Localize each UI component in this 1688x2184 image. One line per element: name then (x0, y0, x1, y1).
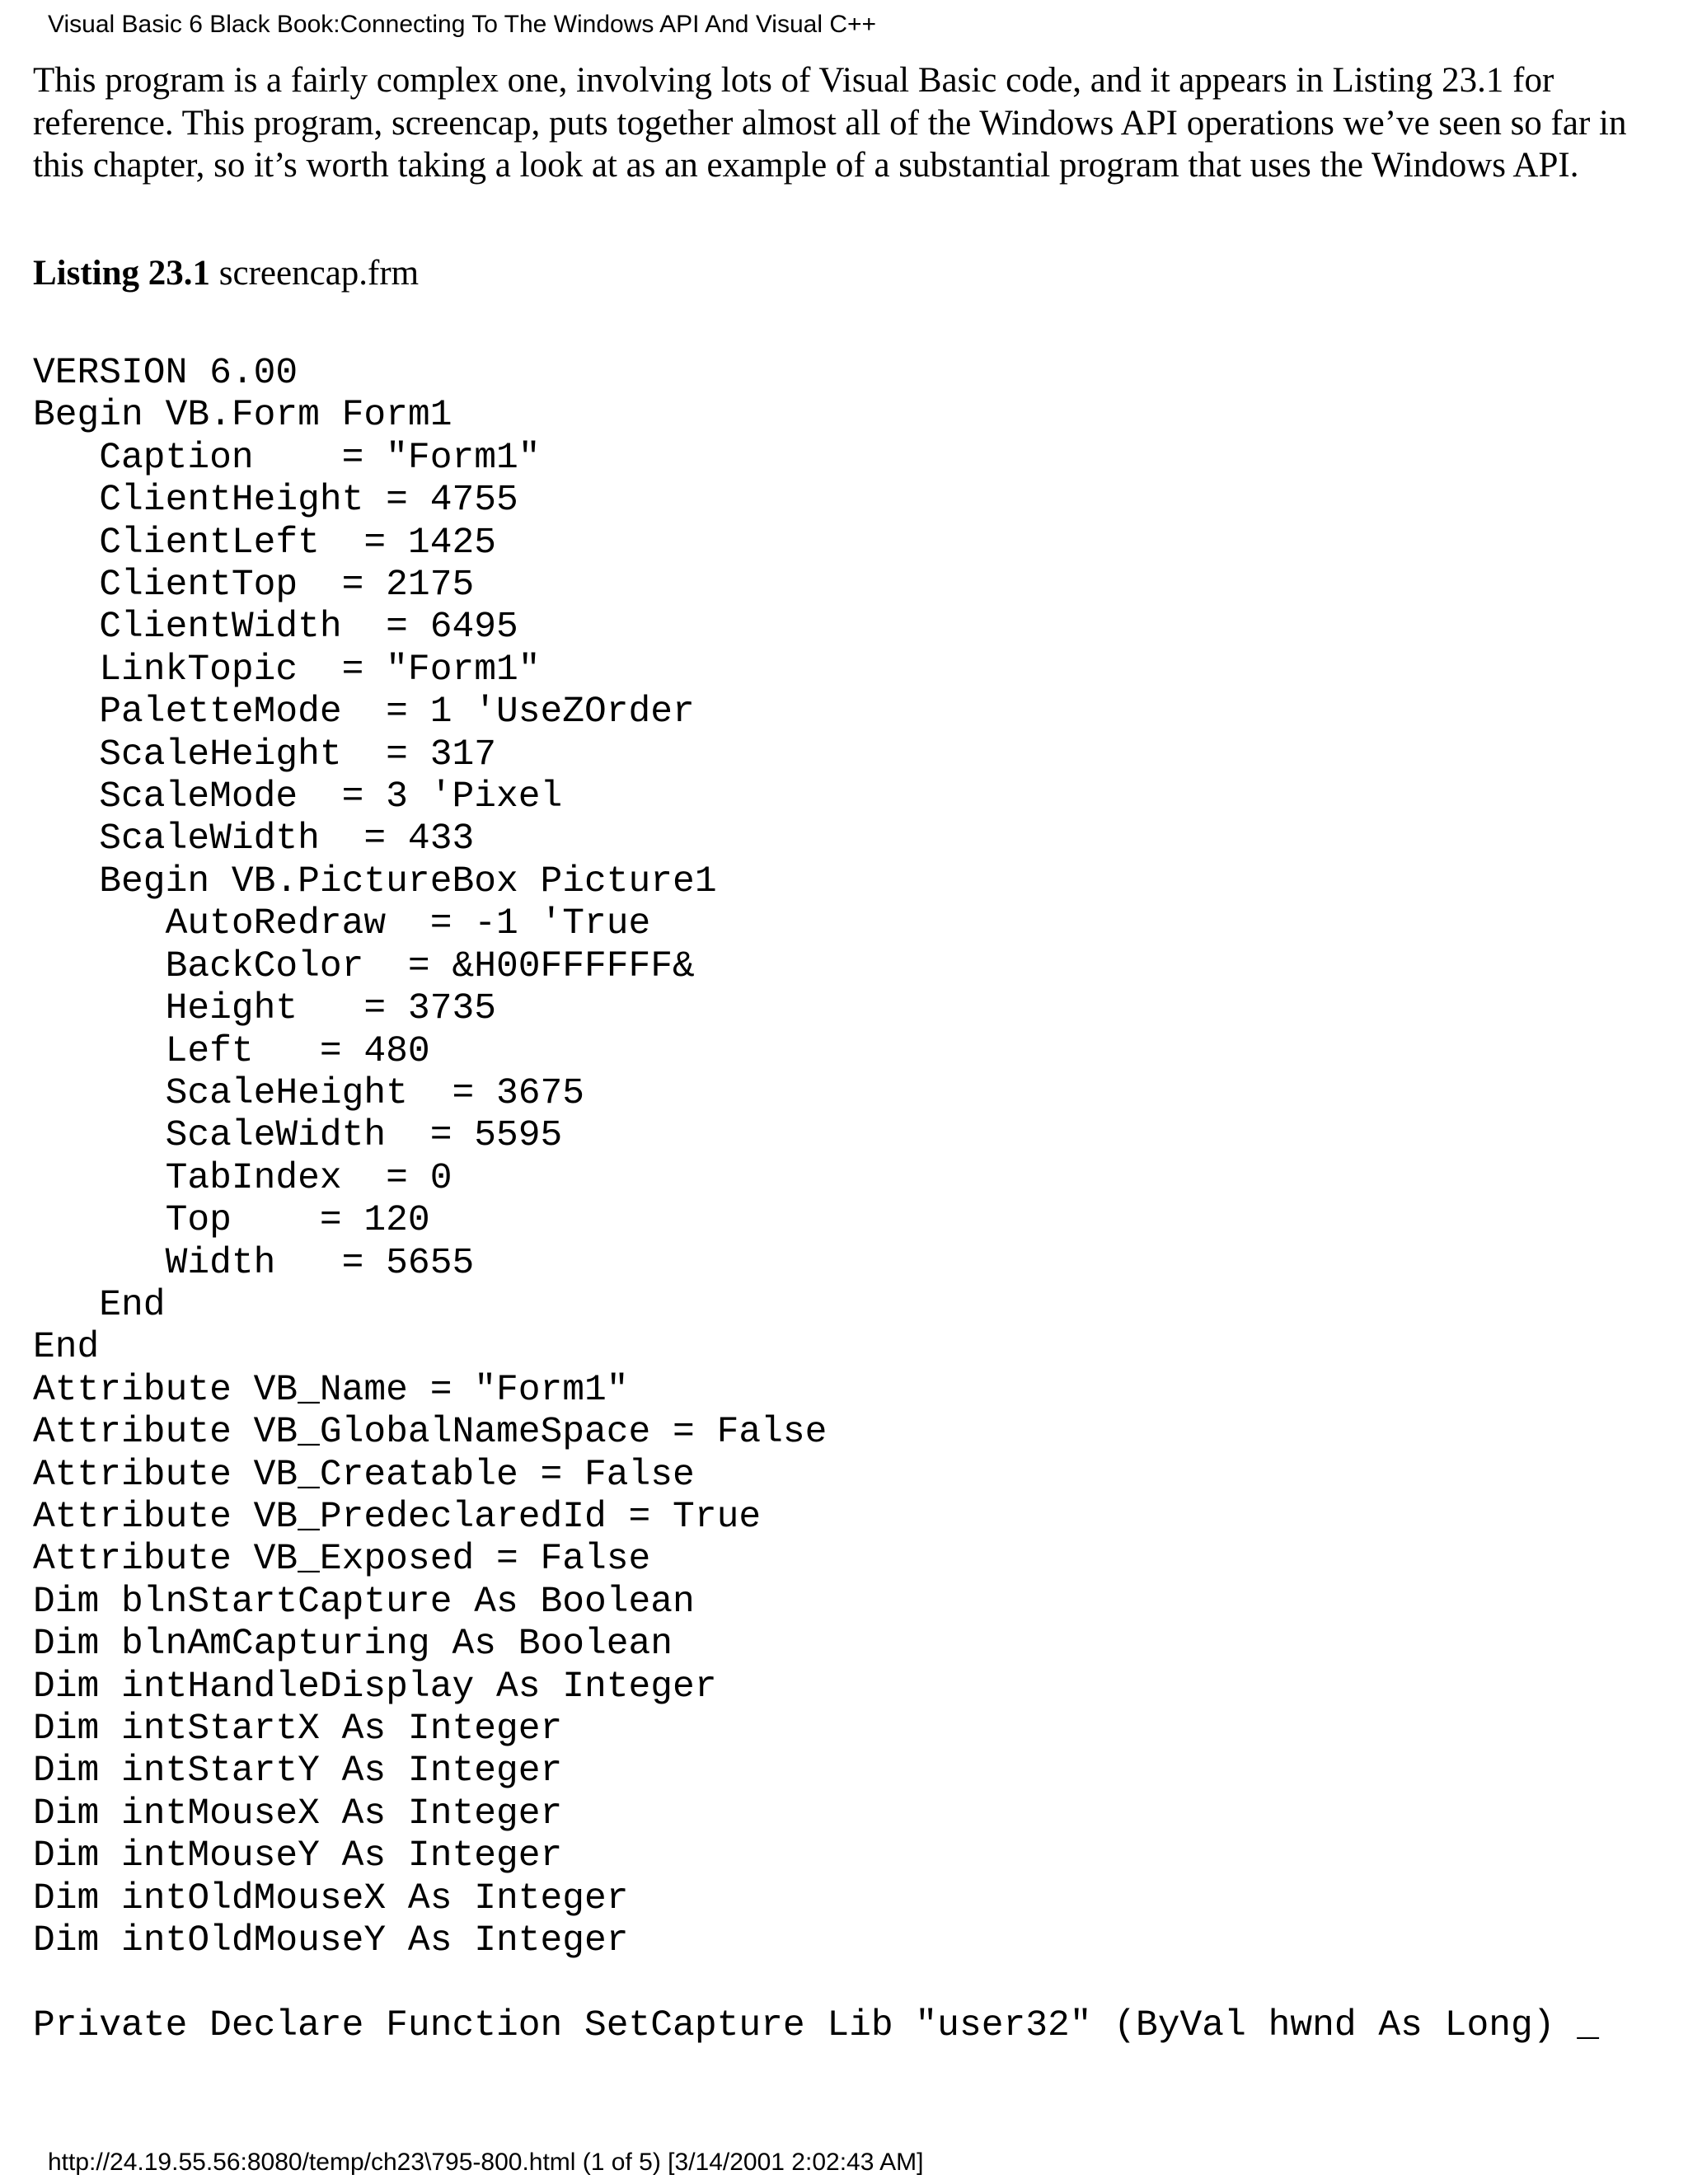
code-line: End (33, 1327, 100, 1369)
code-line: Begin VB.Form Form1 (33, 395, 452, 437)
listing-filename: screencap.frm (210, 254, 420, 293)
intro-paragraph: This program is a fairly complex one, involving lots of Visual Basic code, and it appears in Listing 23.1 for reference. This program, screencap, puts together almost all of the Windows API operations we’ve seen so far in this chapter, so it’s worth taking a look at as an example of a substantial program that uses the Windows API. (33, 61, 1627, 185)
code-line: BackColor = &H00FFFFFF& (33, 945, 695, 987)
code-line: Dim intOldMouseX As Integer (33, 1877, 629, 1919)
code-line: AutoRedraw = -1 'True (33, 903, 651, 945)
page-footer-url: http://24.19.55.56:8080/temp/ch23\795-800.html (1 of 5) [3/14/2001 2:02:43 AM] (48, 2149, 924, 2176)
code-line: Dim blnAmCapturing As Boolean (33, 1624, 673, 1666)
code-line: ClientWidth = 6495 (33, 607, 518, 649)
code-line: ScaleHeight = 317 (33, 733, 496, 776)
code-line: Dim blnStartCapture As Boolean (33, 1581, 695, 1623)
code-line: Left = 480 (33, 1030, 430, 1072)
code-line: ClientTop = 2175 (33, 565, 475, 607)
code-line: Attribute VB_Exposed = False (33, 1539, 651, 1581)
code-line: Private Declare Function SetCapture Lib "user32" (ByVal hwnd As Long) _ (33, 2004, 1600, 2046)
code-line: LinkTopic = "Form1" (33, 649, 541, 691)
code-line: Begin VB.PictureBox Picture1 (33, 860, 717, 902)
code-listing (33, 353, 1599, 2047)
code-line: Attribute VB_Name = "Form1" (33, 1369, 629, 1411)
code-line: Height = 3735 (33, 988, 496, 1030)
code-line: VERSION 6.00 (33, 353, 298, 394)
code-line: Width = 5655 (33, 1242, 475, 1284)
code-line: Attribute VB_Creatable = False (33, 1454, 695, 1496)
code-line: ScaleWidth = 433 (33, 818, 475, 860)
page-header: Visual Basic 6 Black Book:Connecting To The Windows API And Visual C++ (48, 11, 877, 38)
code-line: Attribute VB_GlobalNameSpace = False (33, 1412, 828, 1454)
code-line: ScaleMode = 3 'Pixel (33, 776, 563, 818)
code-line: Dim intStartX As Integer (33, 1708, 563, 1750)
code-line: Dim intHandleDisplay As Integer (33, 1666, 717, 1708)
code-line: PaletteMode = 1 'UseZOrder (33, 691, 695, 733)
code-line: TabIndex = 0 (33, 1157, 452, 1199)
listing-label: Listing 23.1 (33, 254, 211, 293)
code-line: Dim intOldMouseY As Integer (33, 1920, 629, 1962)
code-line: Dim intMouseY As Integer (33, 1835, 563, 1877)
code-line: ClientHeight = 4755 (33, 480, 518, 522)
code-line: Dim intStartY As Integer (33, 1750, 563, 1793)
code-line: ScaleHeight = 3675 (33, 1072, 585, 1114)
code-line: Top = 120 (33, 1200, 430, 1242)
code-line: ScaleWidth = 5595 (33, 1115, 563, 1157)
code-line: End (33, 1284, 166, 1326)
code-line: Dim intMouseX As Integer (33, 1793, 563, 1835)
code-line: Attribute VB_PredeclaredId = True (33, 1496, 762, 1538)
listing-caption (33, 252, 419, 295)
code-line: ClientLeft = 1425 (33, 522, 496, 564)
code-line: Caption = "Form1" (33, 437, 541, 479)
